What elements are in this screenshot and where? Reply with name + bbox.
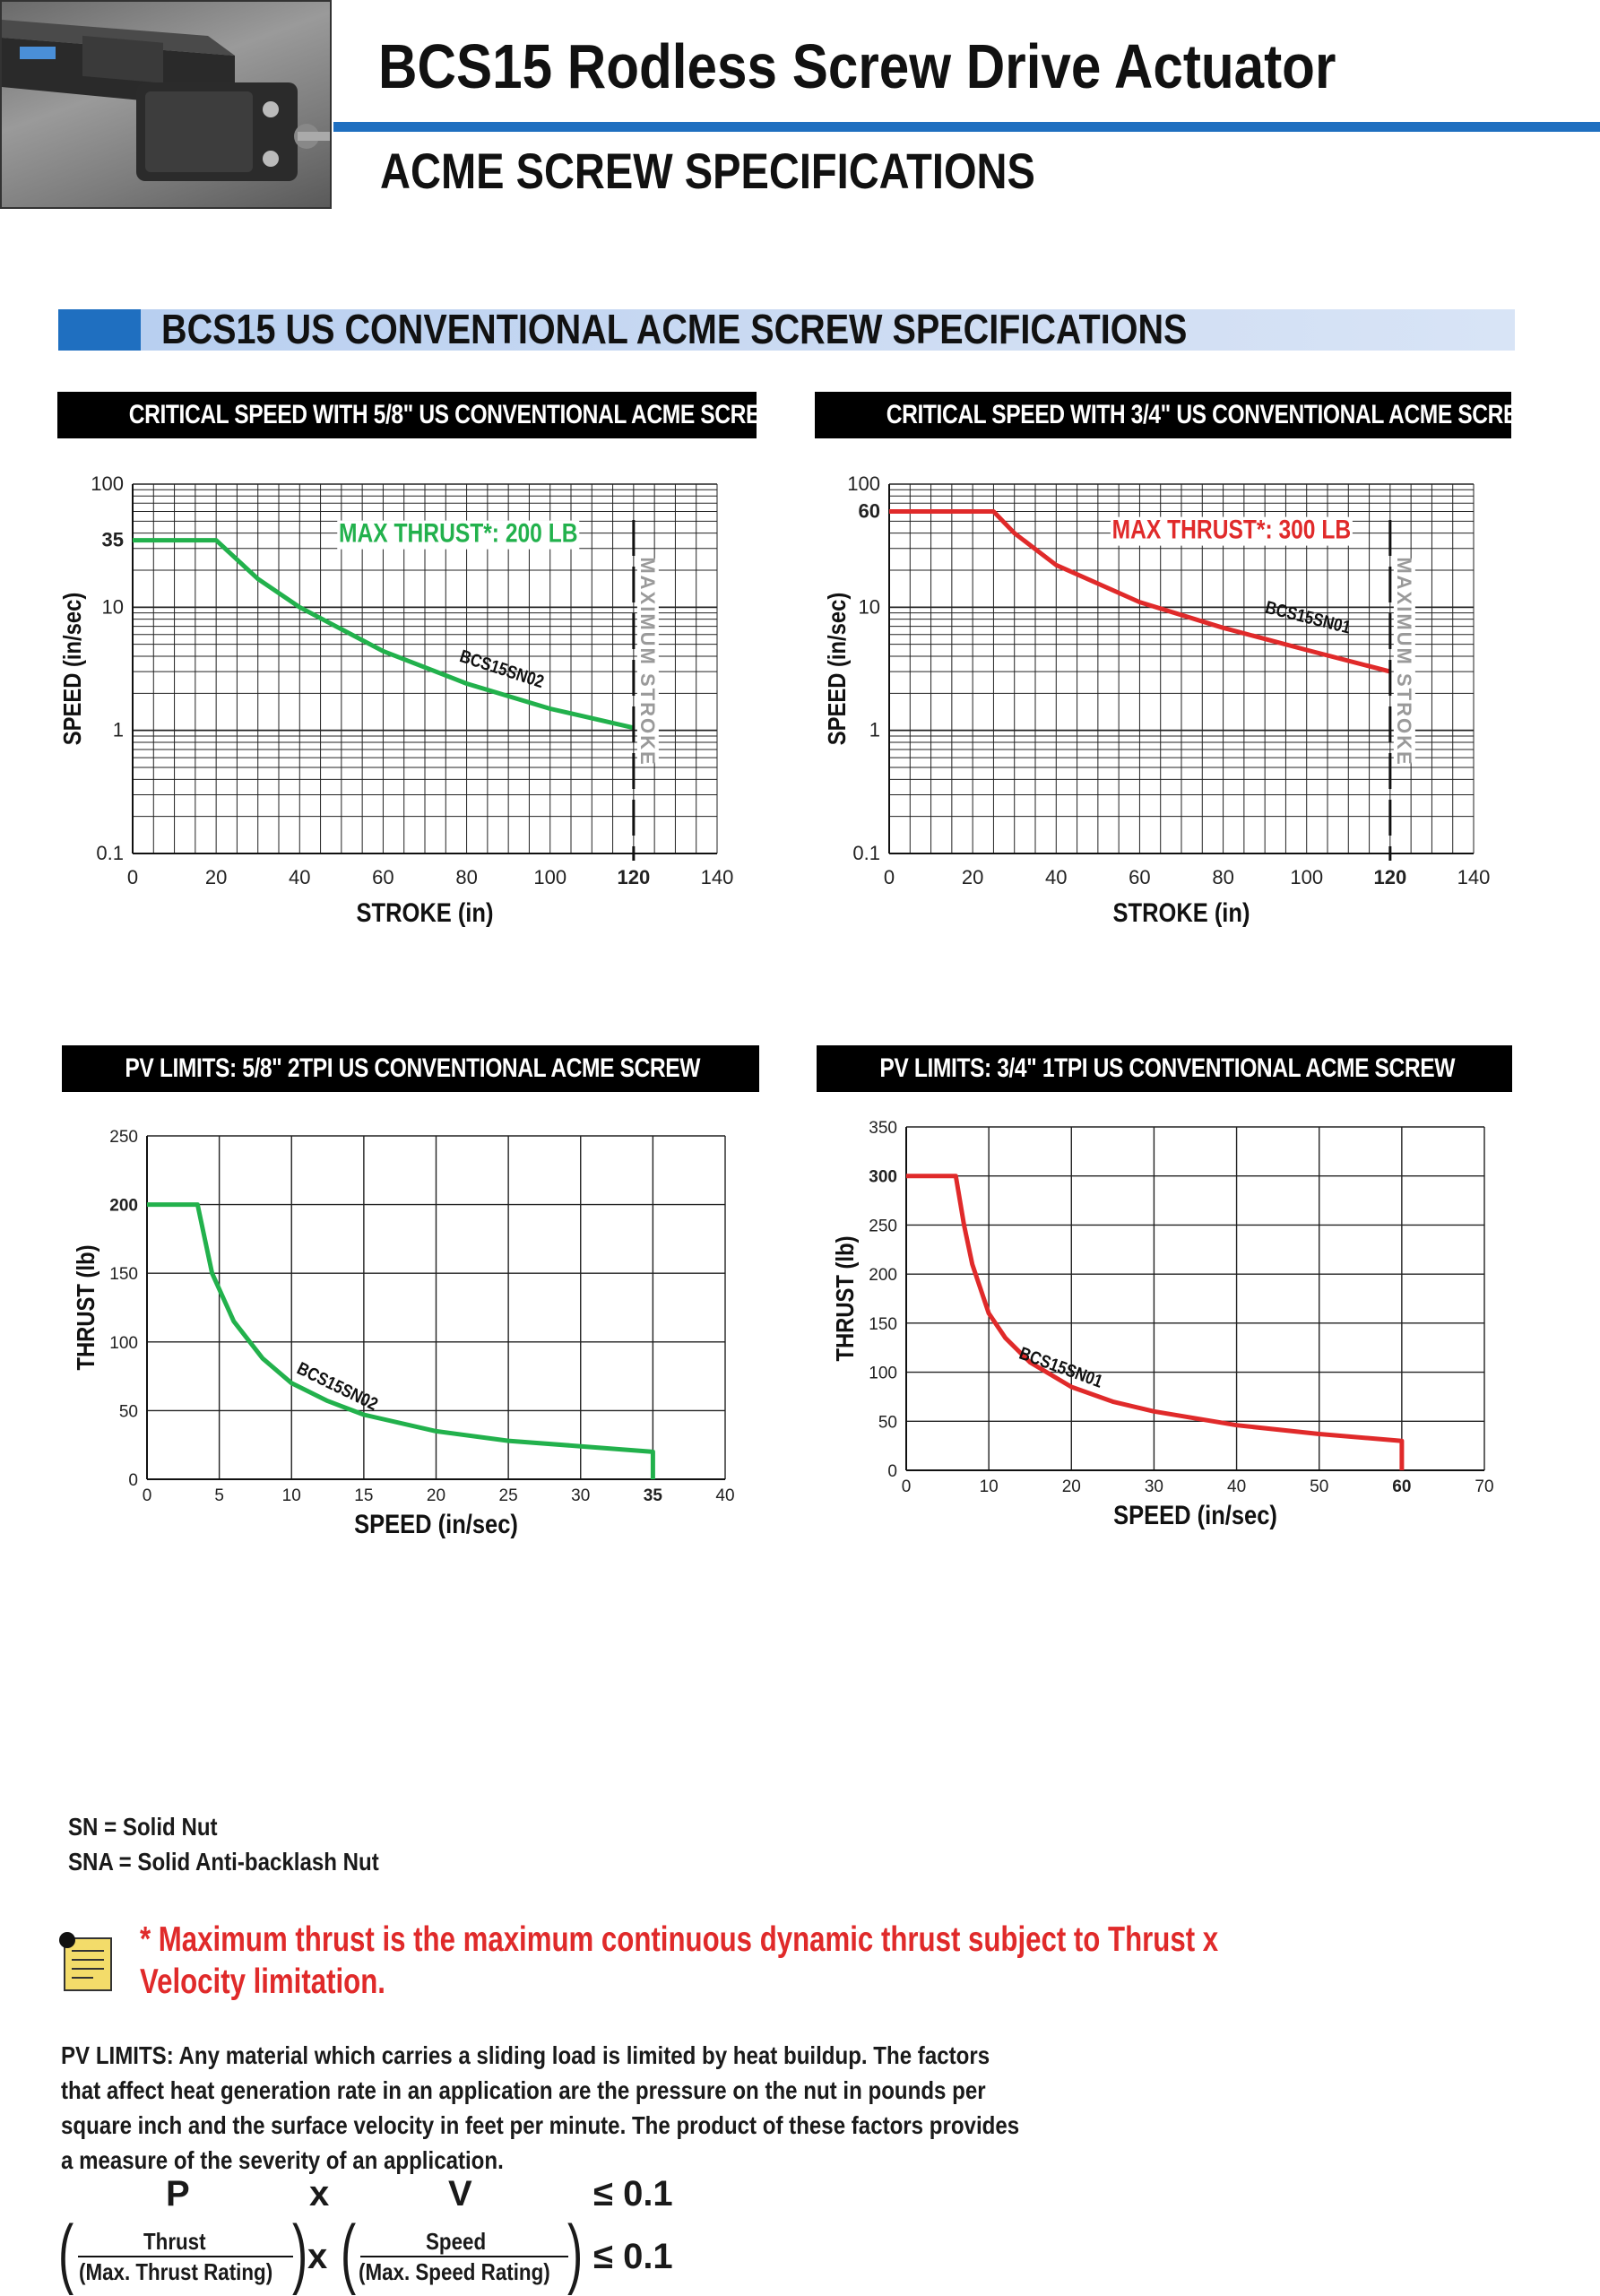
y-tick-label: 1 bbox=[869, 718, 880, 741]
formula-x-top: x bbox=[309, 2174, 330, 2214]
x-tick-label: 0 bbox=[142, 1486, 152, 1505]
y-tick-label: 35 bbox=[101, 528, 124, 551]
formula-max-thrust: (Max. Thrust Rating) bbox=[79, 2258, 273, 2285]
chart-title-critical-3-4: CRITICAL SPEED WITH 3/4" US CONVENTIONAL ACME SCREW bbox=[815, 392, 1511, 438]
y-tick-label: 150 bbox=[109, 1265, 138, 1285]
y-tick-label: 10 bbox=[858, 595, 880, 619]
y-axis-label: THRUST (lb) bbox=[830, 1235, 860, 1362]
max-thrust-annotation: MAX THRUST*: 300 LB bbox=[1111, 514, 1352, 545]
y-tick-label: 100 bbox=[91, 472, 124, 495]
x-tick-label: 40 bbox=[1045, 866, 1068, 888]
series-label: BCS15SN02 bbox=[457, 645, 547, 692]
x-tick-label: 0 bbox=[883, 866, 895, 888]
chart-title-pv-3-4: PV LIMITS: 3/4" 1TPI US CONVENTIONAL ACME SCREW bbox=[817, 1045, 1512, 1092]
y-tick-label: 100 bbox=[869, 1364, 897, 1383]
max-stroke-label: MAXIMUM STROKE bbox=[1392, 557, 1415, 767]
x-tick-label: 100 bbox=[533, 866, 567, 888]
x-tick-label: 60 bbox=[1129, 866, 1151, 888]
x-tick-label: 30 bbox=[571, 1486, 591, 1505]
max-thrust-annotation: MAX THRUST*: 200 LB bbox=[339, 517, 578, 549]
formula-fraction-line-2 bbox=[360, 2256, 568, 2257]
formula-paren-left-1: ( bbox=[58, 2210, 74, 2296]
y-tick-label: 200 bbox=[109, 1196, 138, 1216]
y-tick-label: 100 bbox=[109, 1333, 138, 1353]
x-tick-label: 15 bbox=[354, 1486, 374, 1505]
y-tick-label: 0.1 bbox=[96, 842, 124, 864]
formula bbox=[54, 2174, 735, 2295]
formula-paren-left-2: ( bbox=[341, 2210, 357, 2296]
y-tick-label: 0.1 bbox=[852, 842, 880, 864]
section-title: BCS15 US CONVENTIONAL ACME SCREW SPECIFICATIONS bbox=[161, 306, 1188, 352]
y-tick-label: 300 bbox=[869, 1167, 897, 1187]
x-tick-label: 120 bbox=[617, 866, 651, 888]
y-tick-label: 60 bbox=[858, 499, 880, 523]
x-axis-label: SPEED (in/sec) bbox=[354, 1509, 518, 1539]
y-axis-label: SPEED (in/sec) bbox=[57, 592, 87, 746]
pv-paragraph: PV LIMITS: Any material which carries a sliding load is limited by heat buildup. The factors that affect heat generation rate in an application are the pressure on the nut in pounds per square inch and the surface velocity in feet per minute. The product of these factors provides a measure of the severity of an application. bbox=[61, 2041, 1020, 2174]
x-tick-label: 40 bbox=[289, 866, 311, 888]
formula-speed: Speed bbox=[426, 2228, 487, 2255]
formula-thrust: Thrust bbox=[143, 2228, 206, 2255]
critical-speed-chart-5-8 bbox=[0, 448, 798, 950]
y-tick-label: 250 bbox=[109, 1128, 138, 1147]
max-stroke-label: MAXIMUM STROKE bbox=[636, 557, 659, 767]
formula-paren-right-1: ) bbox=[292, 2210, 308, 2296]
y-tick-label: 100 bbox=[847, 472, 880, 495]
x-tick-label: 30 bbox=[1144, 1477, 1163, 1496]
y-tick-label: 0 bbox=[128, 1471, 138, 1490]
formula-le-top: ≤ 0.1 bbox=[593, 2174, 673, 2214]
x-tick-label: 0 bbox=[126, 866, 139, 888]
pv-limit-chart-5-8 bbox=[0, 1098, 798, 1564]
formula-p: P bbox=[166, 2174, 190, 2214]
x-tick-label: 60 bbox=[372, 866, 394, 888]
x-tick-label: 35 bbox=[643, 1486, 662, 1505]
x-tick-label: 120 bbox=[1373, 866, 1407, 888]
legend-sna: SNA = Solid Anti-backlash Nut bbox=[68, 1848, 379, 1876]
y-tick-label: 1 bbox=[112, 718, 124, 741]
x-tick-label: 80 bbox=[1212, 866, 1234, 888]
x-tick-label: 0 bbox=[901, 1477, 912, 1496]
x-tick-label: 20 bbox=[1061, 1477, 1081, 1496]
y-tick-label: 10 bbox=[101, 595, 124, 619]
x-axis-label: STROKE (in) bbox=[356, 897, 494, 928]
y-tick-label: 200 bbox=[869, 1266, 897, 1286]
y-tick-label: 250 bbox=[869, 1217, 897, 1236]
series-label: BCS15SN01 bbox=[1263, 596, 1354, 637]
x-tick-label: 20 bbox=[426, 1486, 446, 1505]
chart-title-pv-5-8: PV LIMITS: 5/8" 2TPI US CONVENTIONAL ACME SCREW bbox=[62, 1045, 759, 1092]
x-tick-label: 140 bbox=[700, 866, 734, 888]
y-tick-label: 350 bbox=[869, 1119, 897, 1138]
formula-paren-right-2: ) bbox=[567, 2210, 584, 2296]
y-tick-label: 50 bbox=[118, 1402, 138, 1422]
formula-x-bottom: x bbox=[307, 2237, 328, 2276]
x-tick-label: 20 bbox=[204, 866, 228, 888]
x-tick-label: 80 bbox=[455, 866, 478, 888]
x-tick-label: 40 bbox=[715, 1486, 735, 1505]
formula-max-speed: (Max. Speed Rating) bbox=[359, 2258, 550, 2285]
y-tick-label: 50 bbox=[878, 1413, 897, 1433]
series-label: BCS15SN02 bbox=[294, 1357, 382, 1415]
page-subtitle: ACME SCREW SPECIFICATIONS bbox=[380, 143, 1035, 199]
y-axis-label: THRUST (lb) bbox=[71, 1244, 100, 1371]
pv-limit-chart-3-4 bbox=[802, 1098, 1600, 1564]
chart-title-critical-5-8: CRITICAL SPEED WITH 5/8" US CONVENTIONAL ACME SCREW bbox=[57, 392, 757, 438]
x-tick-label: 50 bbox=[1310, 1477, 1329, 1496]
actuator-illustration bbox=[2, 2, 332, 209]
formula-le-bottom: ≤ 0.1 bbox=[593, 2237, 673, 2276]
x-tick-label: 40 bbox=[1227, 1477, 1247, 1496]
formula-v: V bbox=[448, 2174, 472, 2214]
x-tick-label: 5 bbox=[214, 1486, 224, 1505]
x-tick-label: 140 bbox=[1457, 866, 1491, 888]
y-axis-label: SPEED (in/sec) bbox=[822, 592, 852, 746]
legend-sn: SN = Solid Nut bbox=[68, 1813, 218, 1841]
section-bar-accent bbox=[58, 309, 141, 351]
y-tick-label: 150 bbox=[869, 1314, 897, 1334]
critical-speed-chart-3-4 bbox=[802, 448, 1600, 950]
note-text: * Maximum thrust is the maximum continuous dynamic thrust subject to Thrust x Velocity limitation. bbox=[140, 1920, 1219, 2001]
series-label: BCS15SN01 bbox=[1016, 1342, 1106, 1392]
page-title: BCS15 Rodless Screw Drive Actuator bbox=[378, 31, 1336, 101]
x-tick-label: 10 bbox=[281, 1486, 301, 1505]
x-axis-label: STROKE (in) bbox=[1112, 897, 1250, 928]
x-axis-label: SPEED (in/sec) bbox=[1113, 1500, 1277, 1530]
formula-fraction-line-1 bbox=[78, 2256, 293, 2257]
x-tick-label: 20 bbox=[961, 866, 984, 888]
y-tick-label: 0 bbox=[887, 1462, 897, 1481]
product-photo bbox=[0, 0, 332, 209]
note-icon bbox=[54, 1928, 117, 1995]
x-tick-label: 10 bbox=[979, 1477, 999, 1496]
header-blue-rule bbox=[333, 122, 1600, 132]
x-tick-label: 25 bbox=[498, 1486, 518, 1505]
x-tick-label: 70 bbox=[1475, 1477, 1494, 1496]
notepad-icon bbox=[54, 1928, 117, 1995]
x-tick-label: 60 bbox=[1392, 1477, 1412, 1496]
x-tick-label: 100 bbox=[1290, 866, 1324, 888]
